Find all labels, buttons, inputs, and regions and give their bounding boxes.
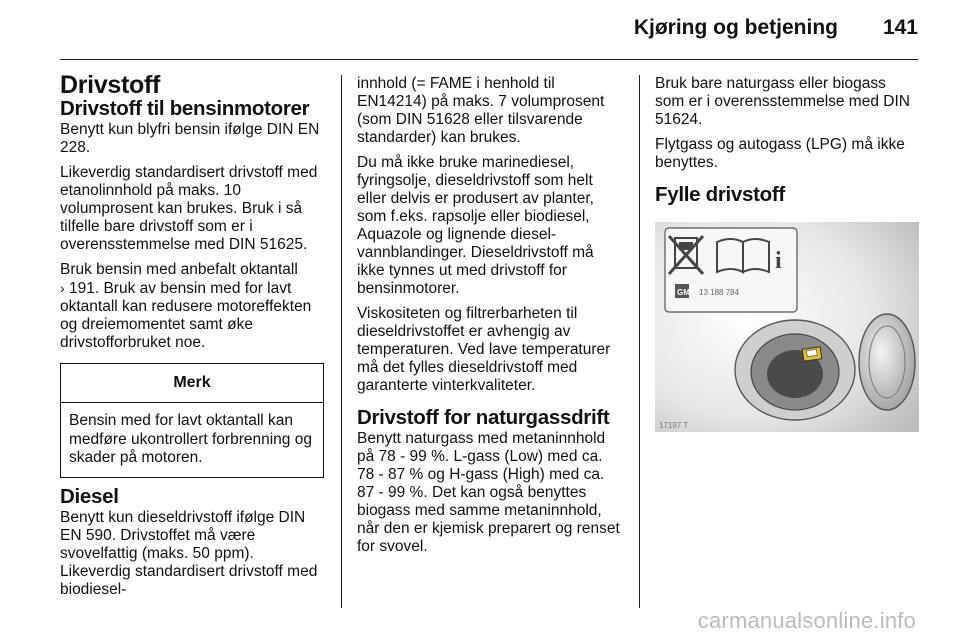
fuel-label-sticker	[665, 228, 797, 312]
subheading-fylle-drivstoff: Fylle drivstoff	[655, 183, 785, 206]
filler-neck	[735, 320, 855, 420]
cap-warning-tag	[802, 347, 821, 361]
note-box	[60, 363, 324, 478]
page-reference-link[interactable]: 191	[68, 280, 95, 297]
fuel-flap-illustration	[655, 222, 919, 432]
figure-code: 17197 T	[659, 421, 689, 430]
svg-text:GM: GM	[677, 288, 690, 297]
note-text: Bensin med for lavt oktantall kan medføre ukontrollert forbrenning og skader på motoren.	[69, 412, 312, 466]
column-1	[60, 66, 324, 606]
paragraph: Bruk bare naturgass eller biogass som er i overensstemmelse med DIN 51624.	[655, 75, 910, 128]
label-code: 13 188 784	[699, 288, 740, 297]
paragraph-text: Bruk bensin med anbefalt oktantall	[60, 261, 298, 278]
subheading-naturgassdrift: Drivstoff for naturgassdrift	[357, 406, 610, 429]
paragraph: Du må ikke bruke marinediesel, fyringsolje, dieseldrivstoff som helt eller delvis er produsert av planter, som f.eks. rapsolje eller biodiesel, Aquazole og lignende diesel-vannblandinger. Dieseldrivstoff må ikke tynnes ut med drivstoff for bensinmotorer.	[357, 154, 594, 297]
svg-text:i: i	[775, 248, 782, 274]
header-title: Kjøring og betjening	[633, 16, 838, 39]
note-title: Merk	[61, 364, 323, 403]
paragraph: Likeverdig standardisert drivstoff med etanolinnhold på maks. 10 volumprosent kan brukes. Bruk i så tilfelle bare drivstoff som er i overensstemmelse med DIN 51625.	[60, 164, 318, 253]
paragraph: Viskositeten og filtrerbarheten til dieseldrivstoffet er avhengig av temperaturen. Ved lave temperaturer må det fylles dieseldrivstoff med garanterte vinterkvaliteter.	[357, 305, 611, 394]
section-heading-drivstoff: Drivstoff	[60, 71, 161, 99]
header-rule	[60, 59, 918, 60]
paragraph: Benytt kun dieseldrivstoff ifølge DIN EN 590. Drivstoffet må være svovelfattig (maks. 50 ppm). Likeverdig standardisert drivstoff med biodiesel-	[60, 508, 318, 598]
paragraph-text: . Bruk av bensin med for lavt oktantall kan redusere motoreffekten og dreiemomentet samt øke drivstofforbruket noe.	[60, 280, 312, 351]
paragraph: Benytt naturgass med metaninnhold på 78 - 99 %. L-gass (Low) med ca. 78 - 87 % og H-gass (High) med ca. 87 - 99 %. Det kan også benyttes biogass med samme metaninnhold, når den er kjemisk preparert og renset for svovel.	[357, 430, 620, 555]
fuel-filler-figure	[655, 222, 919, 432]
page-reference-icon: ›	[60, 280, 65, 296]
column-3	[655, 75, 919, 432]
column-divider	[341, 75, 342, 608]
subheading-bensinmotorer: Drivstoff til bensinmotorer	[60, 97, 310, 120]
paragraph	[60, 261, 324, 352]
paragraph: innhold (= FAME i henhold til EN14214) på maks. 7 volumprosent (som DIN 51628 eller tilsvarende standarder) kan brukes.	[357, 75, 605, 146]
column-2	[357, 75, 623, 563]
column-divider	[639, 75, 640, 608]
fuel-flap	[859, 314, 915, 410]
watermark: carmanualsonline.info	[697, 608, 916, 633]
subheading-diesel: Diesel	[60, 484, 119, 508]
paragraph: Flytgass og autogass (LPG) må ikke benyttes.	[655, 136, 905, 171]
paragraph: Benytt kun blyfri bensin ifølge DIN EN 228.	[60, 121, 320, 156]
page-number: 141	[882, 16, 918, 39]
